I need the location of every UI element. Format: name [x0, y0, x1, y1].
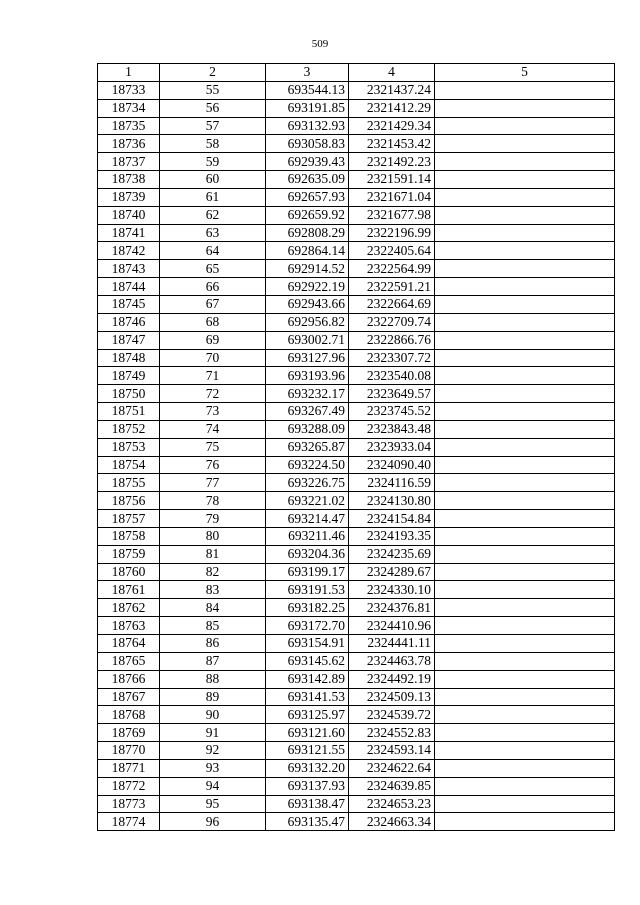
point-number-cell: 68 — [160, 313, 266, 331]
point-id-cell: 18734 — [98, 99, 160, 117]
x-coordinate-cell: 693232.17 — [266, 385, 349, 403]
table-row — [98, 260, 615, 278]
point-id-cell: 18771 — [98, 759, 160, 777]
table-row — [98, 563, 615, 581]
column-header-1: 1 — [98, 64, 160, 82]
x-coordinate-cell: 693121.60 — [266, 724, 349, 742]
point-id-cell: 18764 — [98, 635, 160, 653]
y-coordinate-cell: 2324552.83 — [349, 724, 435, 742]
table-row — [98, 135, 615, 153]
x-coordinate-cell: 693193.96 — [266, 367, 349, 385]
table-row — [98, 420, 615, 438]
y-coordinate-cell: 2324289.67 — [349, 563, 435, 581]
x-coordinate-cell: 692943.66 — [266, 295, 349, 313]
table-row — [98, 670, 615, 688]
x-coordinate-cell: 693125.97 — [266, 706, 349, 724]
point-number-cell: 89 — [160, 688, 266, 706]
point-id-cell: 18773 — [98, 795, 160, 813]
point-id-cell: 18755 — [98, 474, 160, 492]
note-cell — [435, 599, 615, 617]
y-coordinate-cell: 2322564.99 — [349, 260, 435, 278]
y-coordinate-cell: 2324463.78 — [349, 652, 435, 670]
point-number-cell: 59 — [160, 153, 266, 171]
point-number-cell: 71 — [160, 367, 266, 385]
note-cell — [435, 759, 615, 777]
point-id-cell: 18763 — [98, 617, 160, 635]
point-id-cell: 18752 — [98, 420, 160, 438]
point-id-cell: 18770 — [98, 742, 160, 760]
y-coordinate-cell: 2324235.69 — [349, 545, 435, 563]
table-row — [98, 474, 615, 492]
y-coordinate-cell: 2324441.11 — [349, 635, 435, 653]
column-header-2: 2 — [160, 64, 266, 82]
table-row — [98, 385, 615, 403]
table-row — [98, 367, 615, 385]
y-coordinate-cell: 2321437.24 — [349, 81, 435, 99]
note-cell — [435, 617, 615, 635]
y-coordinate-cell: 2321453.42 — [349, 135, 435, 153]
table-row — [98, 278, 615, 296]
table-row — [98, 81, 615, 99]
point-number-cell: 76 — [160, 456, 266, 474]
table-row — [98, 706, 615, 724]
note-cell — [435, 99, 615, 117]
table-row — [98, 295, 615, 313]
table-row — [98, 99, 615, 117]
x-coordinate-cell: 693141.53 — [266, 688, 349, 706]
point-number-cell: 75 — [160, 438, 266, 456]
y-coordinate-cell: 2324663.34 — [349, 813, 435, 831]
point-number-cell: 57 — [160, 117, 266, 135]
x-coordinate-cell: 692808.29 — [266, 224, 349, 242]
point-number-cell: 96 — [160, 813, 266, 831]
point-number-cell: 86 — [160, 635, 266, 653]
point-number-cell: 62 — [160, 206, 266, 224]
y-coordinate-cell: 2324330.10 — [349, 581, 435, 599]
note-cell — [435, 563, 615, 581]
y-coordinate-cell: 2324639.85 — [349, 777, 435, 795]
point-number-cell: 78 — [160, 492, 266, 510]
point-id-cell: 18748 — [98, 349, 160, 367]
note-cell — [435, 224, 615, 242]
note-cell — [435, 331, 615, 349]
note-cell — [435, 688, 615, 706]
point-id-cell: 18774 — [98, 813, 160, 831]
y-coordinate-cell: 2321429.34 — [349, 117, 435, 135]
point-number-cell: 91 — [160, 724, 266, 742]
point-id-cell: 18740 — [98, 206, 160, 224]
y-coordinate-cell: 2322591.21 — [349, 278, 435, 296]
point-number-cell: 87 — [160, 652, 266, 670]
point-number-cell: 67 — [160, 295, 266, 313]
point-number-cell: 81 — [160, 545, 266, 563]
x-coordinate-cell: 693142.89 — [266, 670, 349, 688]
y-coordinate-cell: 2324193.35 — [349, 527, 435, 545]
point-id-cell: 18766 — [98, 670, 160, 688]
point-number-cell: 90 — [160, 706, 266, 724]
x-coordinate-cell: 693191.85 — [266, 99, 349, 117]
point-number-cell: 64 — [160, 242, 266, 260]
column-header-3: 3 — [266, 64, 349, 82]
point-id-cell: 18733 — [98, 81, 160, 99]
note-cell — [435, 456, 615, 474]
x-coordinate-cell: 693132.93 — [266, 117, 349, 135]
point-id-cell: 18756 — [98, 492, 160, 510]
table-row — [98, 795, 615, 813]
x-coordinate-cell: 693138.47 — [266, 795, 349, 813]
y-coordinate-cell: 2324622.64 — [349, 759, 435, 777]
x-coordinate-cell: 693204.36 — [266, 545, 349, 563]
point-number-cell: 61 — [160, 188, 266, 206]
y-coordinate-cell: 2321412.29 — [349, 99, 435, 117]
point-id-cell: 18754 — [98, 456, 160, 474]
x-coordinate-cell: 693145.62 — [266, 652, 349, 670]
y-coordinate-cell: 2322664.69 — [349, 295, 435, 313]
point-id-cell: 18747 — [98, 331, 160, 349]
x-coordinate-cell: 693154.91 — [266, 635, 349, 653]
table-row — [98, 545, 615, 563]
point-id-cell: 18769 — [98, 724, 160, 742]
point-number-cell: 55 — [160, 81, 266, 99]
point-id-cell: 18761 — [98, 581, 160, 599]
note-cell — [435, 117, 615, 135]
note-cell — [435, 777, 615, 795]
y-coordinate-cell: 2324154.84 — [349, 510, 435, 528]
point-id-cell: 18772 — [98, 777, 160, 795]
point-id-cell: 18758 — [98, 527, 160, 545]
note-cell — [435, 581, 615, 599]
point-id-cell: 18738 — [98, 171, 160, 189]
y-coordinate-cell: 2323649.57 — [349, 385, 435, 403]
point-number-cell: 79 — [160, 510, 266, 528]
note-cell — [435, 403, 615, 421]
note-cell — [435, 742, 615, 760]
point-id-cell: 18737 — [98, 153, 160, 171]
note-cell — [435, 545, 615, 563]
table-row — [98, 527, 615, 545]
page-number: 509 — [311, 38, 329, 50]
point-number-cell: 83 — [160, 581, 266, 599]
note-cell — [435, 420, 615, 438]
note-cell — [435, 635, 615, 653]
x-coordinate-cell: 693002.71 — [266, 331, 349, 349]
point-id-cell: 18746 — [98, 313, 160, 331]
y-coordinate-cell: 2324130.80 — [349, 492, 435, 510]
table-header-row — [98, 64, 615, 82]
x-coordinate-cell: 693267.49 — [266, 403, 349, 421]
point-number-cell: 85 — [160, 617, 266, 635]
coordinates-table — [97, 63, 615, 831]
x-coordinate-cell: 693132.20 — [266, 759, 349, 777]
note-cell — [435, 242, 615, 260]
table-row — [98, 742, 615, 760]
x-coordinate-cell: 693182.25 — [266, 599, 349, 617]
table-row — [98, 331, 615, 349]
point-number-cell: 58 — [160, 135, 266, 153]
table-row — [98, 349, 615, 367]
note-cell — [435, 724, 615, 742]
x-coordinate-cell: 692657.93 — [266, 188, 349, 206]
point-number-cell: 84 — [160, 599, 266, 617]
note-cell — [435, 188, 615, 206]
point-id-cell: 18750 — [98, 385, 160, 403]
point-id-cell: 18768 — [98, 706, 160, 724]
table-row — [98, 581, 615, 599]
point-id-cell: 18762 — [98, 599, 160, 617]
table-row — [98, 492, 615, 510]
x-coordinate-cell: 692864.14 — [266, 242, 349, 260]
point-number-cell: 69 — [160, 331, 266, 349]
point-number-cell: 93 — [160, 759, 266, 777]
point-number-cell: 77 — [160, 474, 266, 492]
note-cell — [435, 153, 615, 171]
point-id-cell: 18739 — [98, 188, 160, 206]
point-id-cell: 18735 — [98, 117, 160, 135]
x-coordinate-cell: 692939.43 — [266, 153, 349, 171]
x-coordinate-cell: 693137.93 — [266, 777, 349, 795]
x-coordinate-cell: 692635.09 — [266, 171, 349, 189]
point-id-cell: 18751 — [98, 403, 160, 421]
y-coordinate-cell: 2321671.04 — [349, 188, 435, 206]
table-row — [98, 153, 615, 171]
table-row — [98, 313, 615, 331]
point-number-cell: 80 — [160, 527, 266, 545]
table-body — [98, 81, 615, 830]
note-cell — [435, 295, 615, 313]
note-cell — [435, 367, 615, 385]
note-cell — [435, 135, 615, 153]
point-number-cell: 63 — [160, 224, 266, 242]
note-cell — [435, 260, 615, 278]
note-cell — [435, 813, 615, 831]
x-coordinate-cell: 692922.19 — [266, 278, 349, 296]
note-cell — [435, 670, 615, 688]
point-id-cell: 18736 — [98, 135, 160, 153]
note-cell — [435, 652, 615, 670]
point-id-cell: 18757 — [98, 510, 160, 528]
table-row — [98, 617, 615, 635]
table-row — [98, 188, 615, 206]
note-cell — [435, 171, 615, 189]
point-number-cell: 56 — [160, 99, 266, 117]
x-coordinate-cell: 692914.52 — [266, 260, 349, 278]
table-row — [98, 456, 615, 474]
table-row — [98, 599, 615, 617]
y-coordinate-cell: 2322405.64 — [349, 242, 435, 260]
point-number-cell: 82 — [160, 563, 266, 581]
x-coordinate-cell: 693214.47 — [266, 510, 349, 528]
x-coordinate-cell: 693121.55 — [266, 742, 349, 760]
y-coordinate-cell: 2324653.23 — [349, 795, 435, 813]
note-cell — [435, 278, 615, 296]
note-cell — [435, 795, 615, 813]
table-row — [98, 724, 615, 742]
table-row — [98, 224, 615, 242]
table-row — [98, 171, 615, 189]
point-number-cell: 60 — [160, 171, 266, 189]
note-cell — [435, 385, 615, 403]
table-row — [98, 777, 615, 795]
y-coordinate-cell: 2321677.98 — [349, 206, 435, 224]
point-id-cell: 18760 — [98, 563, 160, 581]
note-cell — [435, 81, 615, 99]
column-header-4: 4 — [349, 64, 435, 82]
point-id-cell: 18741 — [98, 224, 160, 242]
y-coordinate-cell: 2324509.13 — [349, 688, 435, 706]
table-row — [98, 688, 615, 706]
point-number-cell: 65 — [160, 260, 266, 278]
x-coordinate-cell: 693265.87 — [266, 438, 349, 456]
point-id-cell: 18745 — [98, 295, 160, 313]
y-coordinate-cell: 2322196.99 — [349, 224, 435, 242]
table-row — [98, 206, 615, 224]
x-coordinate-cell: 693127.96 — [266, 349, 349, 367]
y-coordinate-cell: 2324492.19 — [349, 670, 435, 688]
y-coordinate-cell: 2323540.08 — [349, 367, 435, 385]
point-number-cell: 66 — [160, 278, 266, 296]
x-coordinate-cell: 693211.46 — [266, 527, 349, 545]
point-number-cell: 92 — [160, 742, 266, 760]
table-row — [98, 813, 615, 831]
point-number-cell: 74 — [160, 420, 266, 438]
table-row — [98, 403, 615, 421]
point-number-cell: 95 — [160, 795, 266, 813]
x-coordinate-cell: 693172.70 — [266, 617, 349, 635]
note-cell — [435, 527, 615, 545]
y-coordinate-cell: 2323843.48 — [349, 420, 435, 438]
y-coordinate-cell: 2324090.40 — [349, 456, 435, 474]
x-coordinate-cell: 692659.92 — [266, 206, 349, 224]
note-cell — [435, 206, 615, 224]
point-number-cell: 70 — [160, 349, 266, 367]
point-id-cell: 18742 — [98, 242, 160, 260]
table-row — [98, 242, 615, 260]
x-coordinate-cell: 693191.53 — [266, 581, 349, 599]
x-coordinate-cell: 693199.17 — [266, 563, 349, 581]
x-coordinate-cell: 693135.47 — [266, 813, 349, 831]
y-coordinate-cell: 2324593.14 — [349, 742, 435, 760]
y-coordinate-cell: 2323933.04 — [349, 438, 435, 456]
note-cell — [435, 438, 615, 456]
y-coordinate-cell: 2323307.72 — [349, 349, 435, 367]
point-id-cell: 18744 — [98, 278, 160, 296]
y-coordinate-cell: 2323745.52 — [349, 403, 435, 421]
column-header-5: 5 — [435, 64, 615, 82]
x-coordinate-cell: 693221.02 — [266, 492, 349, 510]
point-number-cell: 88 — [160, 670, 266, 688]
x-coordinate-cell: 693224.50 — [266, 456, 349, 474]
x-coordinate-cell: 693288.09 — [266, 420, 349, 438]
point-id-cell: 18765 — [98, 652, 160, 670]
y-coordinate-cell: 2322866.76 — [349, 331, 435, 349]
y-coordinate-cell: 2324116.59 — [349, 474, 435, 492]
note-cell — [435, 313, 615, 331]
note-cell — [435, 492, 615, 510]
x-coordinate-cell: 693226.75 — [266, 474, 349, 492]
point-number-cell: 73 — [160, 403, 266, 421]
y-coordinate-cell: 2321492.23 — [349, 153, 435, 171]
x-coordinate-cell: 692956.82 — [266, 313, 349, 331]
point-id-cell: 18743 — [98, 260, 160, 278]
point-id-cell: 18749 — [98, 367, 160, 385]
y-coordinate-cell: 2324376.81 — [349, 599, 435, 617]
point-number-cell: 94 — [160, 777, 266, 795]
table-row — [98, 635, 615, 653]
point-number-cell: 72 — [160, 385, 266, 403]
note-cell — [435, 349, 615, 367]
y-coordinate-cell: 2324410.96 — [349, 617, 435, 635]
x-coordinate-cell: 693058.83 — [266, 135, 349, 153]
table-row — [98, 759, 615, 777]
y-coordinate-cell: 2324539.72 — [349, 706, 435, 724]
table-row — [98, 117, 615, 135]
table-row — [98, 438, 615, 456]
y-coordinate-cell: 2322709.74 — [349, 313, 435, 331]
note-cell — [435, 706, 615, 724]
table-row — [98, 510, 615, 528]
note-cell — [435, 474, 615, 492]
y-coordinate-cell: 2321591.14 — [349, 171, 435, 189]
point-id-cell: 18753 — [98, 438, 160, 456]
note-cell — [435, 510, 615, 528]
point-id-cell: 18767 — [98, 688, 160, 706]
point-id-cell: 18759 — [98, 545, 160, 563]
x-coordinate-cell: 693544.13 — [266, 81, 349, 99]
table-row — [98, 652, 615, 670]
